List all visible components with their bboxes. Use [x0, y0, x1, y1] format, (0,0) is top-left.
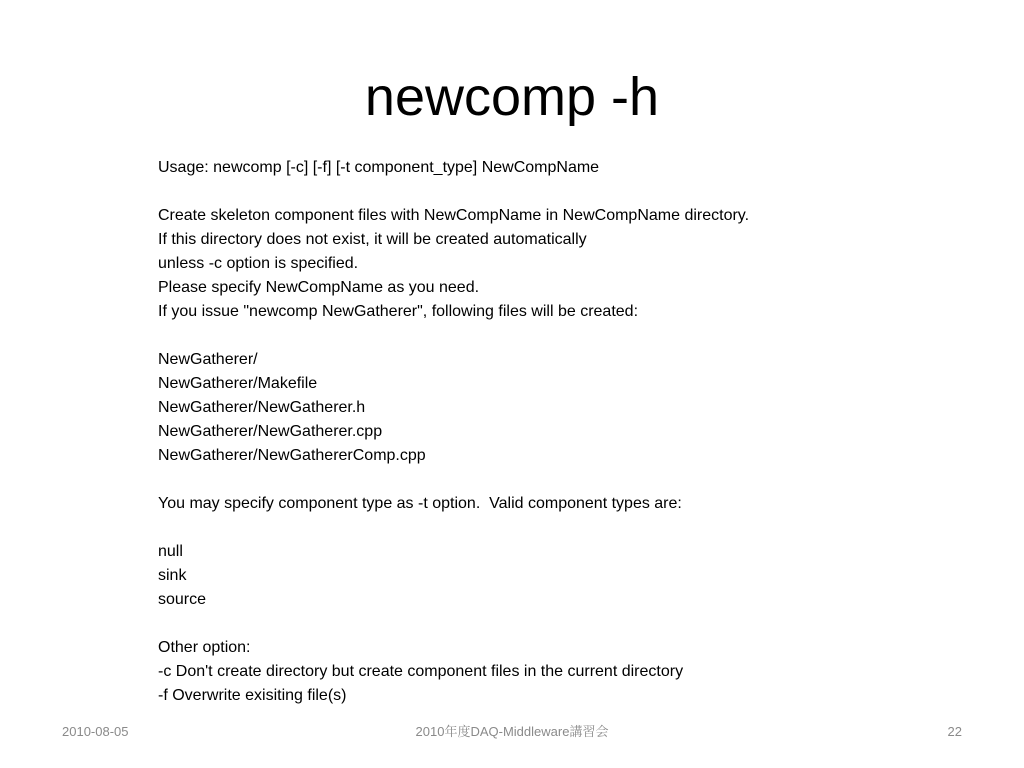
footer-date: 2010-08-05 [62, 724, 129, 739]
text-line: NewGatherer/Makefile [158, 375, 318, 392]
text-line: NewGatherer/NewGathererComp.cpp [158, 447, 426, 464]
text-line: NewGatherer/NewGatherer.h [158, 399, 366, 416]
footer-page-number: 22 [947, 724, 962, 739]
text-line: Other option: [158, 639, 251, 656]
text-line: NewGatherer/NewGatherer.cpp [158, 423, 383, 440]
help-text [158, 156, 958, 708]
text-line: NewGatherer/ [158, 351, 258, 368]
text-line: unless -c option is specified. [158, 255, 359, 272]
text-line: source [158, 591, 207, 608]
text-line [158, 180, 958, 204]
text-line: If you issue "newcomp NewGatherer", following files will be created: [158, 303, 639, 320]
text-line [158, 468, 958, 492]
text-line: -f Overwrite exisiting file(s) [158, 687, 347, 704]
text-line: If this directory does not exist, it will be created automatically [158, 231, 587, 248]
text-line: Please specify NewCompName as you need. [158, 279, 480, 296]
text-line [158, 612, 958, 636]
text-line: Create skeleton component files with NewCompName in NewCompName directory. [158, 207, 750, 224]
footer-event-title: 2010年度DAQ-Middleware講習会 [415, 724, 609, 739]
text-line [158, 324, 958, 348]
text-line: null [158, 543, 183, 560]
text-line: -c Don't create directory but create component files in the current directory [158, 663, 684, 680]
text-line: sink [158, 567, 187, 584]
text-line: You may specify component type as -t option. Valid component types are: [158, 495, 682, 512]
text-line [158, 516, 958, 540]
text-line: Usage: newcomp [-c] [-f] [-t component_type] NewCompName [158, 159, 600, 176]
slide-title: newcomp -h [364, 67, 660, 127]
